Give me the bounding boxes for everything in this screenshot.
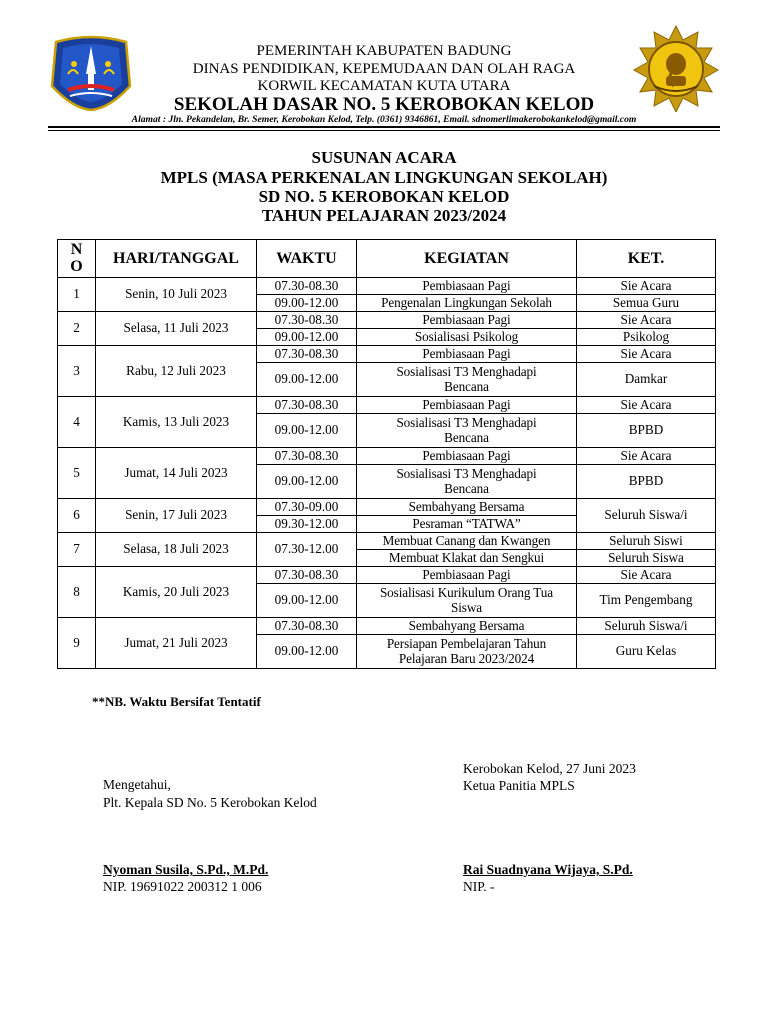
table-row [58,448,716,465]
time-cell: 07.30-08.30 [257,448,357,465]
signature-left-line1: Mengetahui, [103,777,171,792]
table-row [58,499,716,516]
activity-cell: Pesraman “TATWA” [357,516,577,533]
activity-cell: Sembahyang Bersama [357,618,577,635]
time-cell: 07.30-08.30 [257,397,357,414]
day-date: Selasa, 11 Juli 2023 [96,312,257,346]
activity-cell: Sosialisasi T3 Menghadapi Bencana [357,363,577,397]
note-cell: Seluruh Siswa/i [577,499,716,533]
doc-title-2: MPLS (MASA PERKENALAN LINGKUNGAN SEKOLAH) [160,168,608,187]
day-number: 6 [58,499,96,533]
day-number: 3 [58,346,96,397]
activity-cell: Sembahyang Bersama [357,499,577,516]
header-day: HARI/TANGGAL [96,240,257,278]
day-date: Selasa, 18 Juli 2023 [96,533,257,567]
activity-cell: Membuat Klakat dan Sengkui [357,550,577,567]
activity-cell: Pembiasaan Pagi [357,278,577,295]
day-date: Kamis, 13 Juli 2023 [96,397,257,448]
note-cell: Seluruh Siswa [577,550,716,567]
doc-title-3: SD NO. 5 KEROBOKAN KELOD [258,187,510,206]
signature-right-nip: NIP. - [463,879,495,894]
day-date: Kamis, 20 Juli 2023 [96,567,257,618]
time-cell: 09.00-12.00 [257,295,357,312]
header-note: KET. [577,240,716,278]
time-cell: 07.30-08.30 [257,312,357,329]
doc-title-1: SUSUNAN ACARA [311,148,457,167]
table-row [58,278,716,295]
note-cell: Tim Pengembang [577,584,716,618]
activity-cell: Pembiasaan Pagi [357,448,577,465]
table-row [58,346,716,363]
time-cell: 09.00-12.00 [257,584,357,618]
day-number: 8 [58,567,96,618]
doc-title-4: TAHUN PELAJARAN 2023/2024 [261,206,507,225]
header-no: N O [58,240,96,278]
table-row [58,618,716,635]
day-number: 9 [58,618,96,669]
activity-cell: Sosialisasi T3 Menghadapi Bencana [357,465,577,499]
time-cell: 09.30-12.00 [257,516,357,533]
note-cell: Sie Acara [577,278,716,295]
header-line-3: KORWIL KECAMATAN KUTA UTARA [257,78,511,94]
signature-right-role: Ketua Panitia MPLS [463,778,575,793]
time-cell: 09.00-12.00 [257,465,357,499]
time-cell: 07.30-08.30 [257,278,357,295]
note-cell: Semua Guru [577,295,716,312]
header-activity: KEGIATAN [357,240,577,278]
activity-cell: Sosialisasi T3 Menghadapi Bencana [357,414,577,448]
note-cell: BPBD [577,414,716,448]
time-cell: 09.00-12.00 [257,635,357,669]
header-time: WAKTU [257,240,357,278]
signature-left-name: Nyoman Susila, S.Pd., M.Pd. [103,862,269,877]
table-row [58,312,716,329]
school-address: Alamat : Jln. Pekandelan, Br. Semer, Kerobokan Kelod, Telp. (0361) 9346861, Email. sdnomerlimakerobokankelod@gmail.com [131,114,637,125]
activity-cell: Pembiasaan Pagi [357,397,577,414]
signature-left-role: Plt. Kepala SD No. 5 Kerobokan Kelod [103,795,317,810]
table-header-row [58,240,716,278]
day-date: Senin, 10 Juli 2023 [96,278,257,312]
day-number: 1 [58,278,96,312]
header-line-1: PEMERINTAH KABUPATEN BADUNG [256,43,512,59]
signature-right-name: Rai Suadnyana Wijaya, S.Pd. [463,862,633,877]
activity-cell: Persiapan Pembelajaran Tahun Pelajaran Baru 2023/2024 [357,635,577,669]
time-cell: 09.00-12.00 [257,414,357,448]
day-date: Rabu, 12 Juli 2023 [96,346,257,397]
day-number: 5 [58,448,96,499]
note-cell: Sie Acara [577,312,716,329]
time-cell: 07.30-08.30 [257,346,357,363]
table-row [58,533,716,550]
activity-cell: Pembiasaan Pagi [357,567,577,584]
activity-cell: Sosialisasi Kurikulum Orang Tua Siswa [357,584,577,618]
header-line-2: DINAS PENDIDIKAN, KEPEMUDAAN DAN OLAH RAGA [192,61,576,77]
activity-cell: Pengenalan Lingkungan Sekolah [357,295,577,312]
activity-cell: Pembiasaan Pagi [357,312,577,329]
badung-regency-emblem-icon [48,34,134,112]
note-cell: Guru Kelas [577,635,716,669]
activity-cell: Membuat Canang dan Kwangen [357,533,577,550]
schedule-table [57,239,716,669]
signature-place-date: Kerobokan Kelod, 27 Juni 2023 [463,761,636,776]
day-number: 7 [58,533,96,567]
day-date: Senin, 17 Juli 2023 [96,499,257,533]
activity-cell: Sosialisasi Psikolog [357,329,577,346]
note-cell: BPBD [577,465,716,499]
header-rule-thin [48,130,720,131]
note-cell: Damkar [577,363,716,397]
signature-left-nip: NIP. 19691022 200312 1 006 [103,879,262,894]
table-row [58,397,716,414]
note-cell: Psikolog [577,329,716,346]
time-cell: 07.30-12.00 [257,533,357,567]
time-cell: 09.00-12.00 [257,363,357,397]
activity-cell: Pembiasaan Pagi [357,346,577,363]
day-number: 2 [58,312,96,346]
note-cell: Sie Acara [577,567,716,584]
day-date: Jumat, 21 Juli 2023 [96,618,257,669]
tentative-note: **NB. Waktu Bersifat Tentatif [92,694,261,709]
table-row [58,567,716,584]
time-cell: 07.30-09.00 [257,499,357,516]
ganesha-school-emblem-icon [632,24,720,112]
note-cell: Sie Acara [577,448,716,465]
note-cell: Seluruh Siswa/i [577,618,716,635]
note-cell: Sie Acara [577,397,716,414]
day-number: 4 [58,397,96,448]
time-cell: 07.30-08.30 [257,567,357,584]
note-cell: Sie Acara [577,346,716,363]
header-rule-thick [48,126,720,128]
time-cell: 09.00-12.00 [257,329,357,346]
school-name: SEKOLAH DASAR NO. 5 KEROBOKAN KELOD [173,94,595,115]
note-cell: Seluruh Siswi [577,533,716,550]
time-cell: 07.30-08.30 [257,618,357,635]
day-date: Jumat, 14 Juli 2023 [96,448,257,499]
